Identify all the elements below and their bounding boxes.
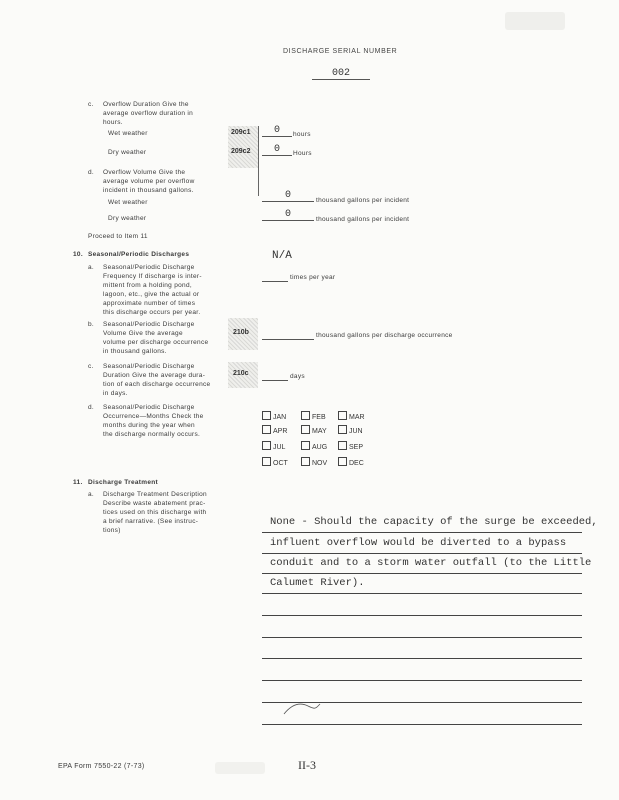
item-c-letter: c.: [88, 101, 94, 108]
month-label: SEP: [349, 444, 364, 451]
item10-number: 10.: [73, 251, 83, 258]
item11a-letter: a.: [88, 491, 95, 498]
narrative-line-2: influent overflow would be diverted to a bypass: [270, 537, 567, 549]
item10b-line: Seasonal/Periodic Discharge: [103, 321, 195, 328]
item11a-line: tices used on this discharge with: [103, 509, 207, 516]
item10b-letter: b.: [88, 321, 95, 328]
item10a-letter: a.: [88, 264, 95, 271]
item10d-line: Seasonal/Periodic Discharge: [103, 404, 195, 411]
item10c-line: Duration Give the average dura-: [103, 372, 206, 379]
item10a-line: this discharge occurs per year.: [103, 309, 201, 316]
month-label: NOV: [312, 460, 328, 467]
footer-form-number: EPA Form 7550-22 (7-73): [58, 763, 145, 770]
month-checkbox-jun[interactable]: [338, 425, 363, 435]
item-d-dry-value: 0: [262, 209, 314, 221]
item-c-desc2: hours.: [103, 119, 123, 126]
item10d-line: the discharge normally occurs.: [103, 431, 201, 438]
item10a-unit: times per year: [290, 274, 336, 281]
narrative-rule: [262, 573, 582, 574]
code-209c1: 209c1: [231, 129, 251, 136]
narrative-rule: [262, 724, 582, 725]
item10a-blank: [262, 276, 288, 282]
month-checkbox-apr[interactable]: [262, 425, 287, 435]
code-210b: 210b: [233, 329, 249, 336]
item10d-line: months during the year when: [103, 422, 195, 429]
code-209c2: 209c2: [231, 148, 251, 155]
month-label: MAY: [312, 428, 327, 435]
narrative-rule: [262, 637, 582, 638]
item-c-title: Overflow Duration Give the: [103, 101, 189, 108]
item-c-dry-label: Dry weather: [108, 149, 147, 156]
month-checkbox-oct[interactable]: [262, 457, 288, 467]
footer-page-number: II-3: [298, 758, 316, 772]
serial-value: 002: [312, 68, 370, 80]
item-d-dry-label: Dry weather: [108, 215, 147, 222]
item10b-line: in thousand gallons.: [103, 348, 167, 355]
item10a-line: Seasonal/Periodic Discharge: [103, 264, 195, 271]
item-c-wet-label: Wet weather: [108, 130, 148, 137]
month-checkbox-mar[interactable]: [338, 411, 365, 421]
proceed-instruction: Proceed to Item 11: [88, 233, 148, 240]
month-label: JUL: [273, 444, 286, 451]
narrative-rule: [262, 593, 582, 594]
item10a-line: Frequency If discharge is inter-: [103, 273, 202, 280]
month-checkbox-aug[interactable]: [301, 441, 327, 451]
month-checkbox-sep[interactable]: [338, 441, 363, 451]
month-label: DEC: [349, 460, 364, 467]
item10a-line: mittent from a holding pond,: [103, 282, 192, 289]
month-checkbox-feb[interactable]: [301, 411, 326, 421]
code-210c: 210c: [233, 370, 249, 377]
month-label: MAR: [349, 414, 365, 421]
item10c-desc: [103, 362, 210, 398]
item-d-letter: d.: [88, 169, 95, 176]
item11-number: 11.: [73, 479, 83, 486]
item-c-wet-value: 0: [262, 125, 292, 137]
narrative-rule: [262, 532, 582, 533]
item-d-wet-unit: thousand gallons per incident: [316, 197, 410, 204]
narrative-line-4: Calumet River).: [270, 577, 365, 589]
item10b-desc: [103, 320, 208, 356]
item10c-blank: [262, 375, 288, 381]
item10-na: N/A: [272, 250, 292, 262]
narrative-rule: [262, 615, 582, 616]
item-d-dry-unit: thousand gallons per incident: [316, 216, 410, 223]
narrative-line-1: None - Should the capacity of the surge be exceeded,: [270, 516, 598, 528]
item10d-letter: d.: [88, 404, 95, 411]
item10a-line: approximate number of times: [103, 300, 196, 307]
code-column-border: [258, 126, 259, 196]
item10c-line: in days.: [103, 390, 128, 397]
item10c-line: Seasonal/Periodic Discharge: [103, 363, 195, 370]
narrative-rule: [262, 553, 582, 554]
item-c-wet-unit: hours: [293, 131, 311, 138]
month-checkbox-dec[interactable]: [338, 457, 364, 467]
item-c-dry-value: 0: [262, 144, 292, 156]
item10a-desc: [103, 263, 202, 317]
item11a-line: Discharge Treatment Description: [103, 491, 207, 498]
narrative-line-3: conduit and to a storm water outfall (to the Little: [270, 557, 592, 569]
pen-mark-icon: [282, 698, 322, 718]
month-label: OCT: [273, 460, 288, 467]
month-label: JAN: [273, 414, 287, 421]
item10b-unit: thousand gallons per discharge occurrence: [316, 332, 453, 339]
month-label: FEB: [312, 414, 326, 421]
month-label: AUG: [312, 444, 328, 451]
narrative-rule: [262, 680, 582, 681]
narrative-rule: [262, 658, 582, 659]
month-label: APR: [273, 428, 288, 435]
month-checkbox-jan[interactable]: [262, 411, 286, 421]
item11a-line: Describe waste abatement prac-: [103, 500, 206, 507]
item11a-line: tions): [103, 527, 121, 534]
item-c-dry-unit: Hours: [293, 150, 312, 157]
month-checkbox-jul[interactable]: [262, 441, 285, 451]
item-d-wet-label: Wet weather: [108, 199, 148, 206]
item-d-desc2: incident in thousand gallons.: [103, 187, 194, 194]
item10c-letter: c.: [88, 363, 94, 370]
item10c-unit: days: [290, 373, 305, 380]
item-c-desc1: average overflow duration in: [103, 110, 194, 117]
item11a-desc: [103, 490, 207, 535]
item10c-line: tion of each discharge occurrence: [103, 381, 211, 388]
item10d-line: Occurrence—Months Check the: [103, 413, 204, 420]
scan-smudge-top-right: [505, 12, 565, 30]
month-checkbox-nov[interactable]: [301, 457, 327, 467]
item11a-line: a brief narrative. (See instruc-: [103, 518, 199, 525]
item10-title: Seasonal/Periodic Discharges: [88, 251, 190, 258]
item10b-blank: [262, 334, 314, 340]
item10b-line: Volume Give the average: [103, 330, 183, 337]
item11-title: Discharge Treatment: [88, 479, 159, 486]
item-d-title: Overflow Volume Give the: [103, 169, 186, 176]
month-label: JUN: [349, 428, 363, 435]
item10b-line: volume per discharge occurrence: [103, 339, 209, 346]
serial-label: DISCHARGE SERIAL NUMBER: [283, 48, 398, 55]
item-d-wet-value: 0: [262, 190, 314, 202]
item10a-line: lagoon, etc., give the actual or: [103, 291, 200, 298]
item-d-desc1: average volume per overflow: [103, 178, 195, 185]
scan-smudge-bottom: [215, 762, 265, 774]
item10d-desc: [103, 403, 204, 439]
month-checkbox-may[interactable]: [301, 425, 327, 435]
